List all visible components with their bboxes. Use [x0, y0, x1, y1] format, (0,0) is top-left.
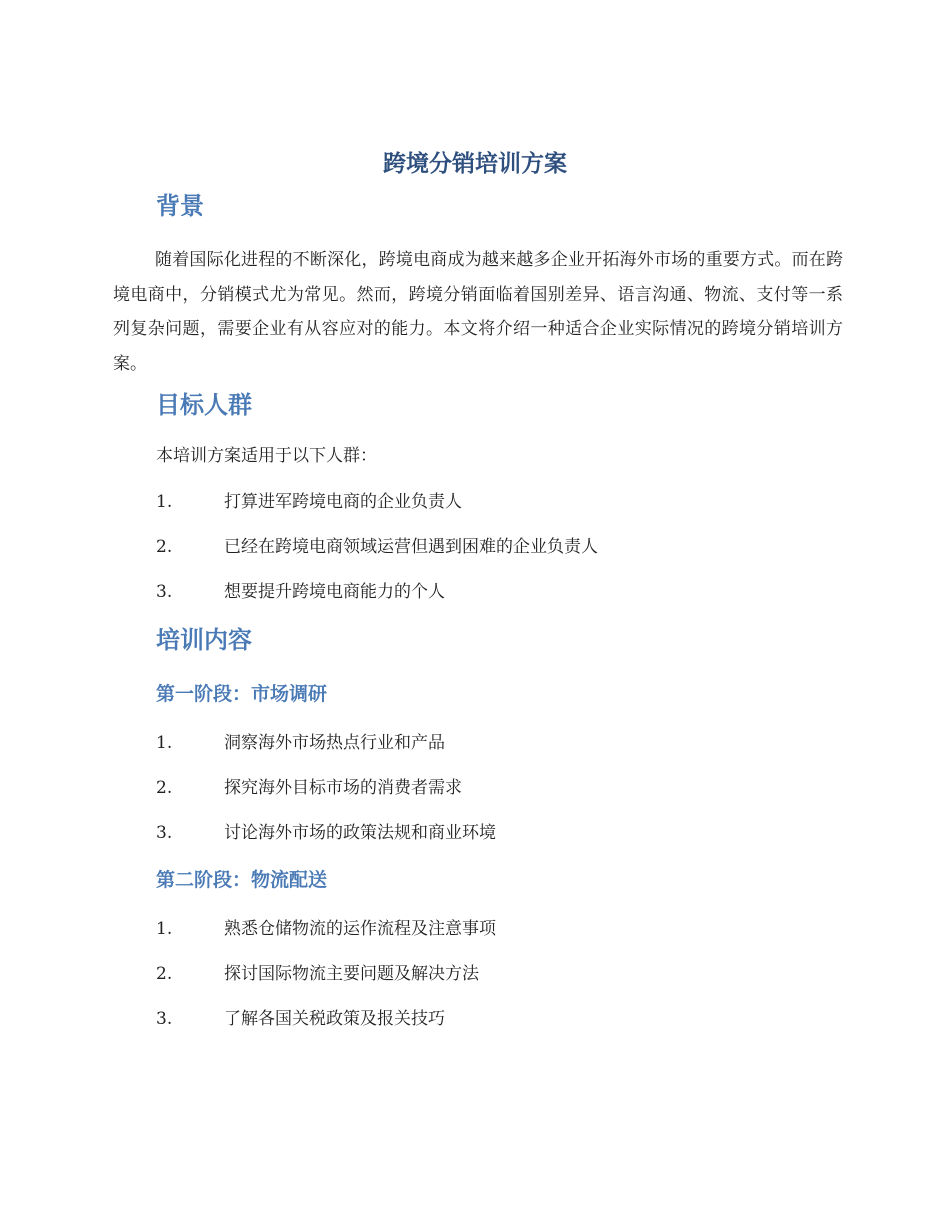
list-text: 探讨国际物流主要问题及解决方法	[224, 964, 479, 984]
heading-training-content: 培训内容	[156, 626, 252, 654]
list-text: 探究海外目标市场的消费者需求	[224, 778, 462, 798]
list-number: 2.	[156, 964, 173, 984]
list-text: 打算进军跨境电商的企业负责人	[224, 492, 462, 512]
list-text: 熟悉仓储物流的运作流程及注意事项	[224, 919, 496, 939]
list-number: 3.	[156, 582, 173, 602]
heading-background: 背景	[156, 192, 204, 220]
list-number: 3.	[156, 1009, 173, 1029]
list-number: 1.	[156, 733, 173, 753]
heading-stage-2: 第二阶段：物流配送	[156, 869, 328, 891]
list-number: 2.	[156, 778, 173, 798]
list-text: 已经在跨境电商领域运营但遇到困难的企业负责人	[224, 537, 598, 557]
list-number: 1.	[156, 919, 173, 939]
list-number: 1.	[156, 492, 173, 512]
target-intro: 本培训方案适用于以下人群：	[156, 446, 377, 466]
heading-stage-1: 第一阶段：市场调研	[156, 683, 328, 705]
list-text: 想要提升跨境电商能力的个人	[224, 582, 445, 602]
heading-target-audience: 目标人群	[156, 391, 252, 419]
document-title: 跨境分销培训方案	[383, 151, 567, 177]
list-number: 2.	[156, 537, 173, 557]
background-paragraph: 随着国际化进程的不断深化，跨境电商成为越来越多企业开拓海外市场的重要方式。而在跨境电商中，分销模式尤为常见。然而，跨境分销面临着国别差异、语言沟通、物流、支付等一系列复杂问题，需要企业有从容应对的能力。本文将介绍一种适合企业实际情况的跨境分销培训方案。	[113, 250, 843, 374]
list-text: 洞察海外市场热点行业和产品	[224, 733, 445, 753]
list-text: 了解各国关税政策及报关技巧	[224, 1009, 445, 1029]
list-text: 讨论海外市场的政策法规和商业环境	[224, 823, 496, 843]
list-number: 3.	[156, 823, 173, 843]
